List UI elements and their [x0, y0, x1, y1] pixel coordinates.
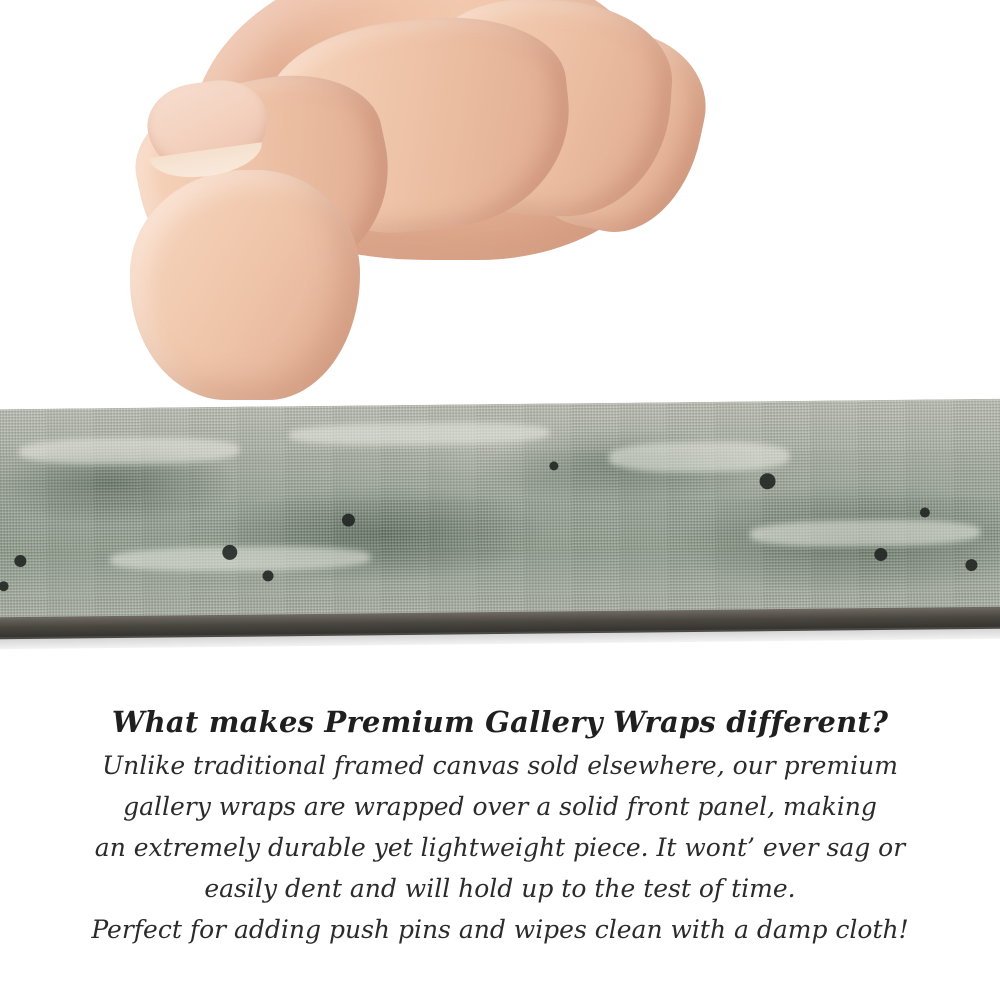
canvas-speck: [14, 555, 26, 567]
canvas-speck: [965, 559, 977, 571]
canvas-highlight: [19, 437, 239, 465]
caption-title: What makes Premium Gallery Wraps different?: [111, 705, 889, 739]
caption-line: Unlike traditional framed canvas sold elsewhere, our premium: [102, 751, 898, 780]
canvas-speck: [874, 548, 887, 561]
canvas-speck: [262, 570, 273, 581]
canvas-speck: [920, 507, 930, 517]
caption-line: easily dent and will hold up to the test of time.: [204, 874, 796, 903]
canvas-highlight: [609, 441, 789, 473]
canvas-speck: [342, 514, 355, 527]
caption-line: Perfect for adding push pins and wipes clean with a damp cloth!: [91, 915, 909, 944]
gallery-wrap-canvas: [0, 399, 1000, 650]
thumb: [130, 170, 360, 400]
caption-line: an extremely durable yet lightweight piece. It wont’ ever sag or: [94, 833, 906, 862]
canvas-speck: [759, 473, 775, 489]
hand-illustration: [120, 0, 680, 430]
canvas-speck: [549, 461, 558, 470]
canvas-speck: [222, 545, 237, 560]
caption-line: gallery wraps are wrapped over a solid front panel, making: [123, 792, 877, 821]
caption-block: [0, 660, 1000, 950]
